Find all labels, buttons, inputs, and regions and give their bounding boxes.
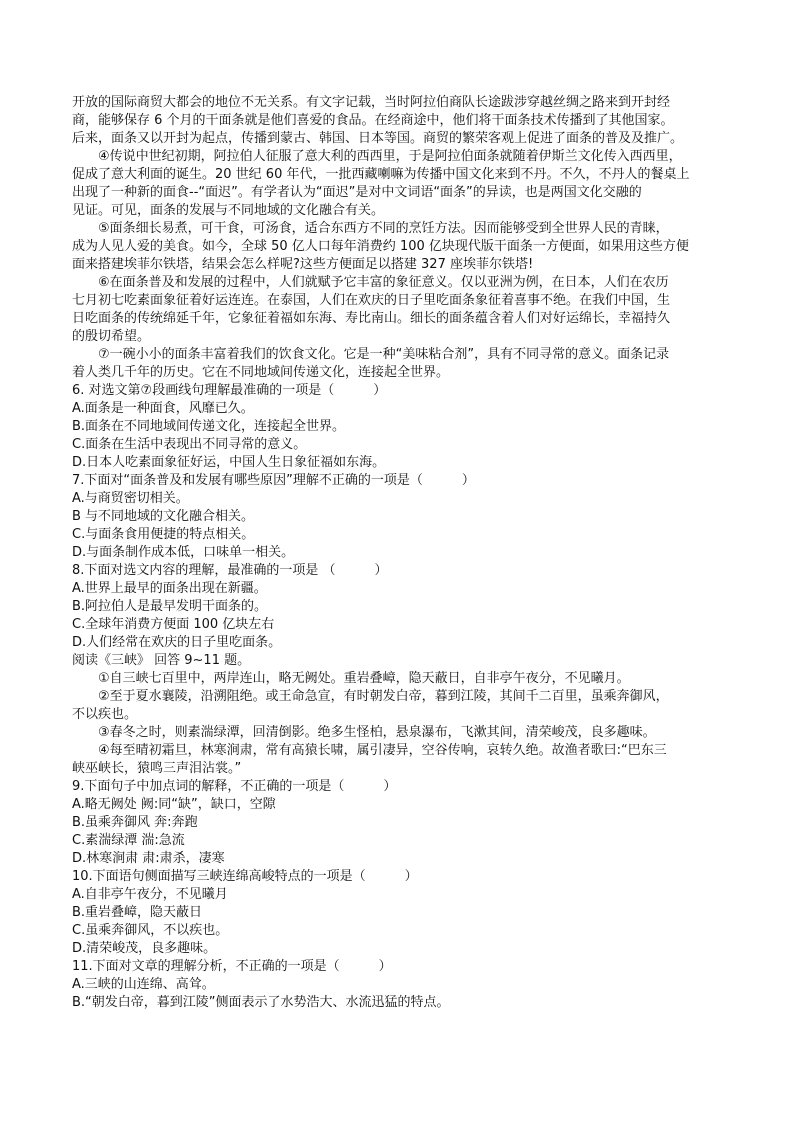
text-line: 七月初七吃素面象征着好运连连。在泰国，人们在欢庆的日子里吃面条象征着喜事不绝。在我们中国，生 bbox=[72, 293, 671, 308]
text-line: A.世界上最早的面条出现在新疆。 bbox=[72, 581, 267, 596]
text-line: D.清荣峻茂，良多趣味。 bbox=[72, 941, 217, 956]
text-line: B.阿拉伯人是最早发明干面条的。 bbox=[72, 599, 268, 614]
text-line: 的殷切希望。 bbox=[72, 329, 151, 344]
text-line: 商，能够保存 6 个月的干面条就是他们喜爱的食品。在经商途中，他们将干面条技术传播到了其他国家。 bbox=[72, 113, 674, 128]
text-line: 出现了一种新的面食--“面迟”。有学者认为“面迟”是对中文词语“面条”的异读，也是两国文化交融的 bbox=[72, 185, 642, 200]
text-line: 9.下面句子中加点词的解释，不正确的一项是（ ） bbox=[72, 779, 397, 794]
text-line: B 与不同地域的文化融合相关。 bbox=[72, 509, 255, 524]
text-line: 8.下面对选文内容的理解，最准确的一项是 （ ） bbox=[72, 563, 388, 578]
text-line: 着人类几千年的历史。它在不同地域间传递文化，连接起全世界。 bbox=[72, 365, 450, 380]
text-line: 不以疾也。 bbox=[72, 707, 138, 722]
text-line: ①自三峡七百里中，两岸连山，略无阙处。重岩叠嶂，隐天蔽日，自非亭午夜分，不见曦月。 bbox=[98, 671, 630, 686]
text-line: B.“朝发白帝，暮到江陵”侧面表示了水势浩大、水流迅猛的特点。 bbox=[72, 995, 450, 1010]
text-line: 11.下面对文章的理解分析，不正确的一项是（ ） bbox=[72, 959, 392, 974]
text-line: B.重岩叠嶂，隐天蔽日 bbox=[72, 905, 203, 920]
text-line: ⑦一碗小小的面条丰富着我们的饮食文化。它是一种“美味粘合剂”，具有不同寻常的意义。面条记录 bbox=[98, 347, 670, 362]
text-line: 日吃面条的传统绵延千年，它象征着福如东海、寿比南山。细长的面条蕴含着人们对好运绵长，幸福持久 bbox=[72, 311, 671, 326]
text-line: C.全球年消费方便面 100 亿块左右 bbox=[72, 617, 275, 632]
text-line: 面来搭建埃菲尔铁塔，结果会怎么样呢?这些方便面足以搭建 327 座埃菲尔铁塔! bbox=[72, 257, 534, 272]
text-line: 6. 对选文第⑦段画线句理解最准确的一项是（ ） bbox=[72, 383, 387, 398]
text-line: D.日本人吃素面象征好运，中国人生日象征福如东海。 bbox=[72, 455, 386, 470]
text-line: 7.下面对“面条普及和发展有哪些原因”理解不正确的一项是（ ） bbox=[72, 473, 475, 488]
text-line: B.面条在不同地域间传递文化，连接起全世界。 bbox=[72, 419, 346, 434]
text-line: 峡巫峡长，猿鸣三声泪沾裳。” bbox=[72, 761, 242, 776]
text-line: C.素湍绿潭 湍:急流 bbox=[72, 833, 185, 848]
text-line: ②至于夏水襄陵，沿溯阻绝。或王命急宣，有时朝发白帝，暮到江陵，其间千二百里，虽乘奔御风， bbox=[98, 689, 669, 704]
text-line: 促成了意大利面的诞生。20 世纪 60 年代，一批西藏喇嘛为传播中国文化来到不丹。不久，不丹人的餐桌上 bbox=[72, 167, 690, 182]
text-line: 见证。可见，面条的发展与不同地域的文化融合有关。 bbox=[72, 203, 385, 218]
text-line: 阅读《三峡》 回答 9~11 题。 bbox=[72, 653, 251, 668]
text-line: C.与面条食用便捷的特点相关。 bbox=[72, 527, 255, 542]
text-line: C.虽乘奔御风，不以疾也。 bbox=[72, 923, 229, 938]
text-line: 后来，面条又以开封为起点，传播到蒙古、韩国、日本等国。商贸的繁荣客观上促进了面条的普及及推广。 bbox=[72, 131, 684, 146]
text-line: A.自非亭午夜分，不见曦月 bbox=[72, 887, 228, 902]
text-line: 10.下面语句侧面描写三峡连绵高峻特点的一项是（ ） bbox=[72, 869, 418, 884]
text-line: 成为人见人爱的美食。如今，全球 50 亿人口每年消费约 100 亿块现代版干面条一方便面，如果用这些方便 bbox=[72, 239, 689, 254]
text-line: A.面条是一种面食，风靡已久。 bbox=[72, 401, 254, 416]
text-line: A.略无阙处 阙:同“缺”，缺口，空隙 bbox=[72, 797, 276, 812]
text-line: A.与商贸密切相关。 bbox=[72, 491, 189, 506]
text-line: ⑤面条细长易煮，可干食，可汤食，适合东西方不同的烹饪方法。因而能够受到全世界人民的青睐， bbox=[98, 221, 669, 236]
text-line: C.面条在生活中表现出不同寻常的意义。 bbox=[72, 437, 307, 452]
text-line: A.三峡的山连绵、高耸。 bbox=[72, 977, 215, 992]
text-line: ④每至晴初霜旦，林寒涧肃，常有高猿长啸，属引凄异，空谷传响，哀转久绝。故渔者歌曰:“巴东三 bbox=[98, 743, 667, 758]
text-line: D.与面条制作成本低，口味单一相关。 bbox=[72, 545, 295, 560]
text-line: D.人们经常在欢庆的日子里吃面条。 bbox=[72, 635, 282, 650]
text-line: 开放的国际商贸大都会的地位不无关系。有文字记载，当时阿拉伯商队长途跋涉穿越丝绸之路来到开封经 bbox=[72, 95, 671, 110]
text-line: ③春冬之时，则素湍绿潭，回清倒影。绝多生怪柏，悬泉瀑布，飞漱其间，清荣峻茂，良多趣味。 bbox=[98, 725, 656, 740]
text-line: D.林寒涧肃 肃:肃杀，凄寒 bbox=[72, 851, 225, 866]
text-line: ⑥在面条普及和发展的过程中，人们就赋予它丰富的象征意义。仅以亚洲为例，在日本，人们在农历 bbox=[98, 275, 669, 290]
text-line: ④传说中世纪初期，阿拉伯人征服了意大利的西西里，于是阿拉伯面条就随着伊斯兰文化传入西西里， bbox=[98, 149, 682, 164]
text-line: B.虽乘奔御风 奔:奔跑 bbox=[72, 815, 198, 830]
